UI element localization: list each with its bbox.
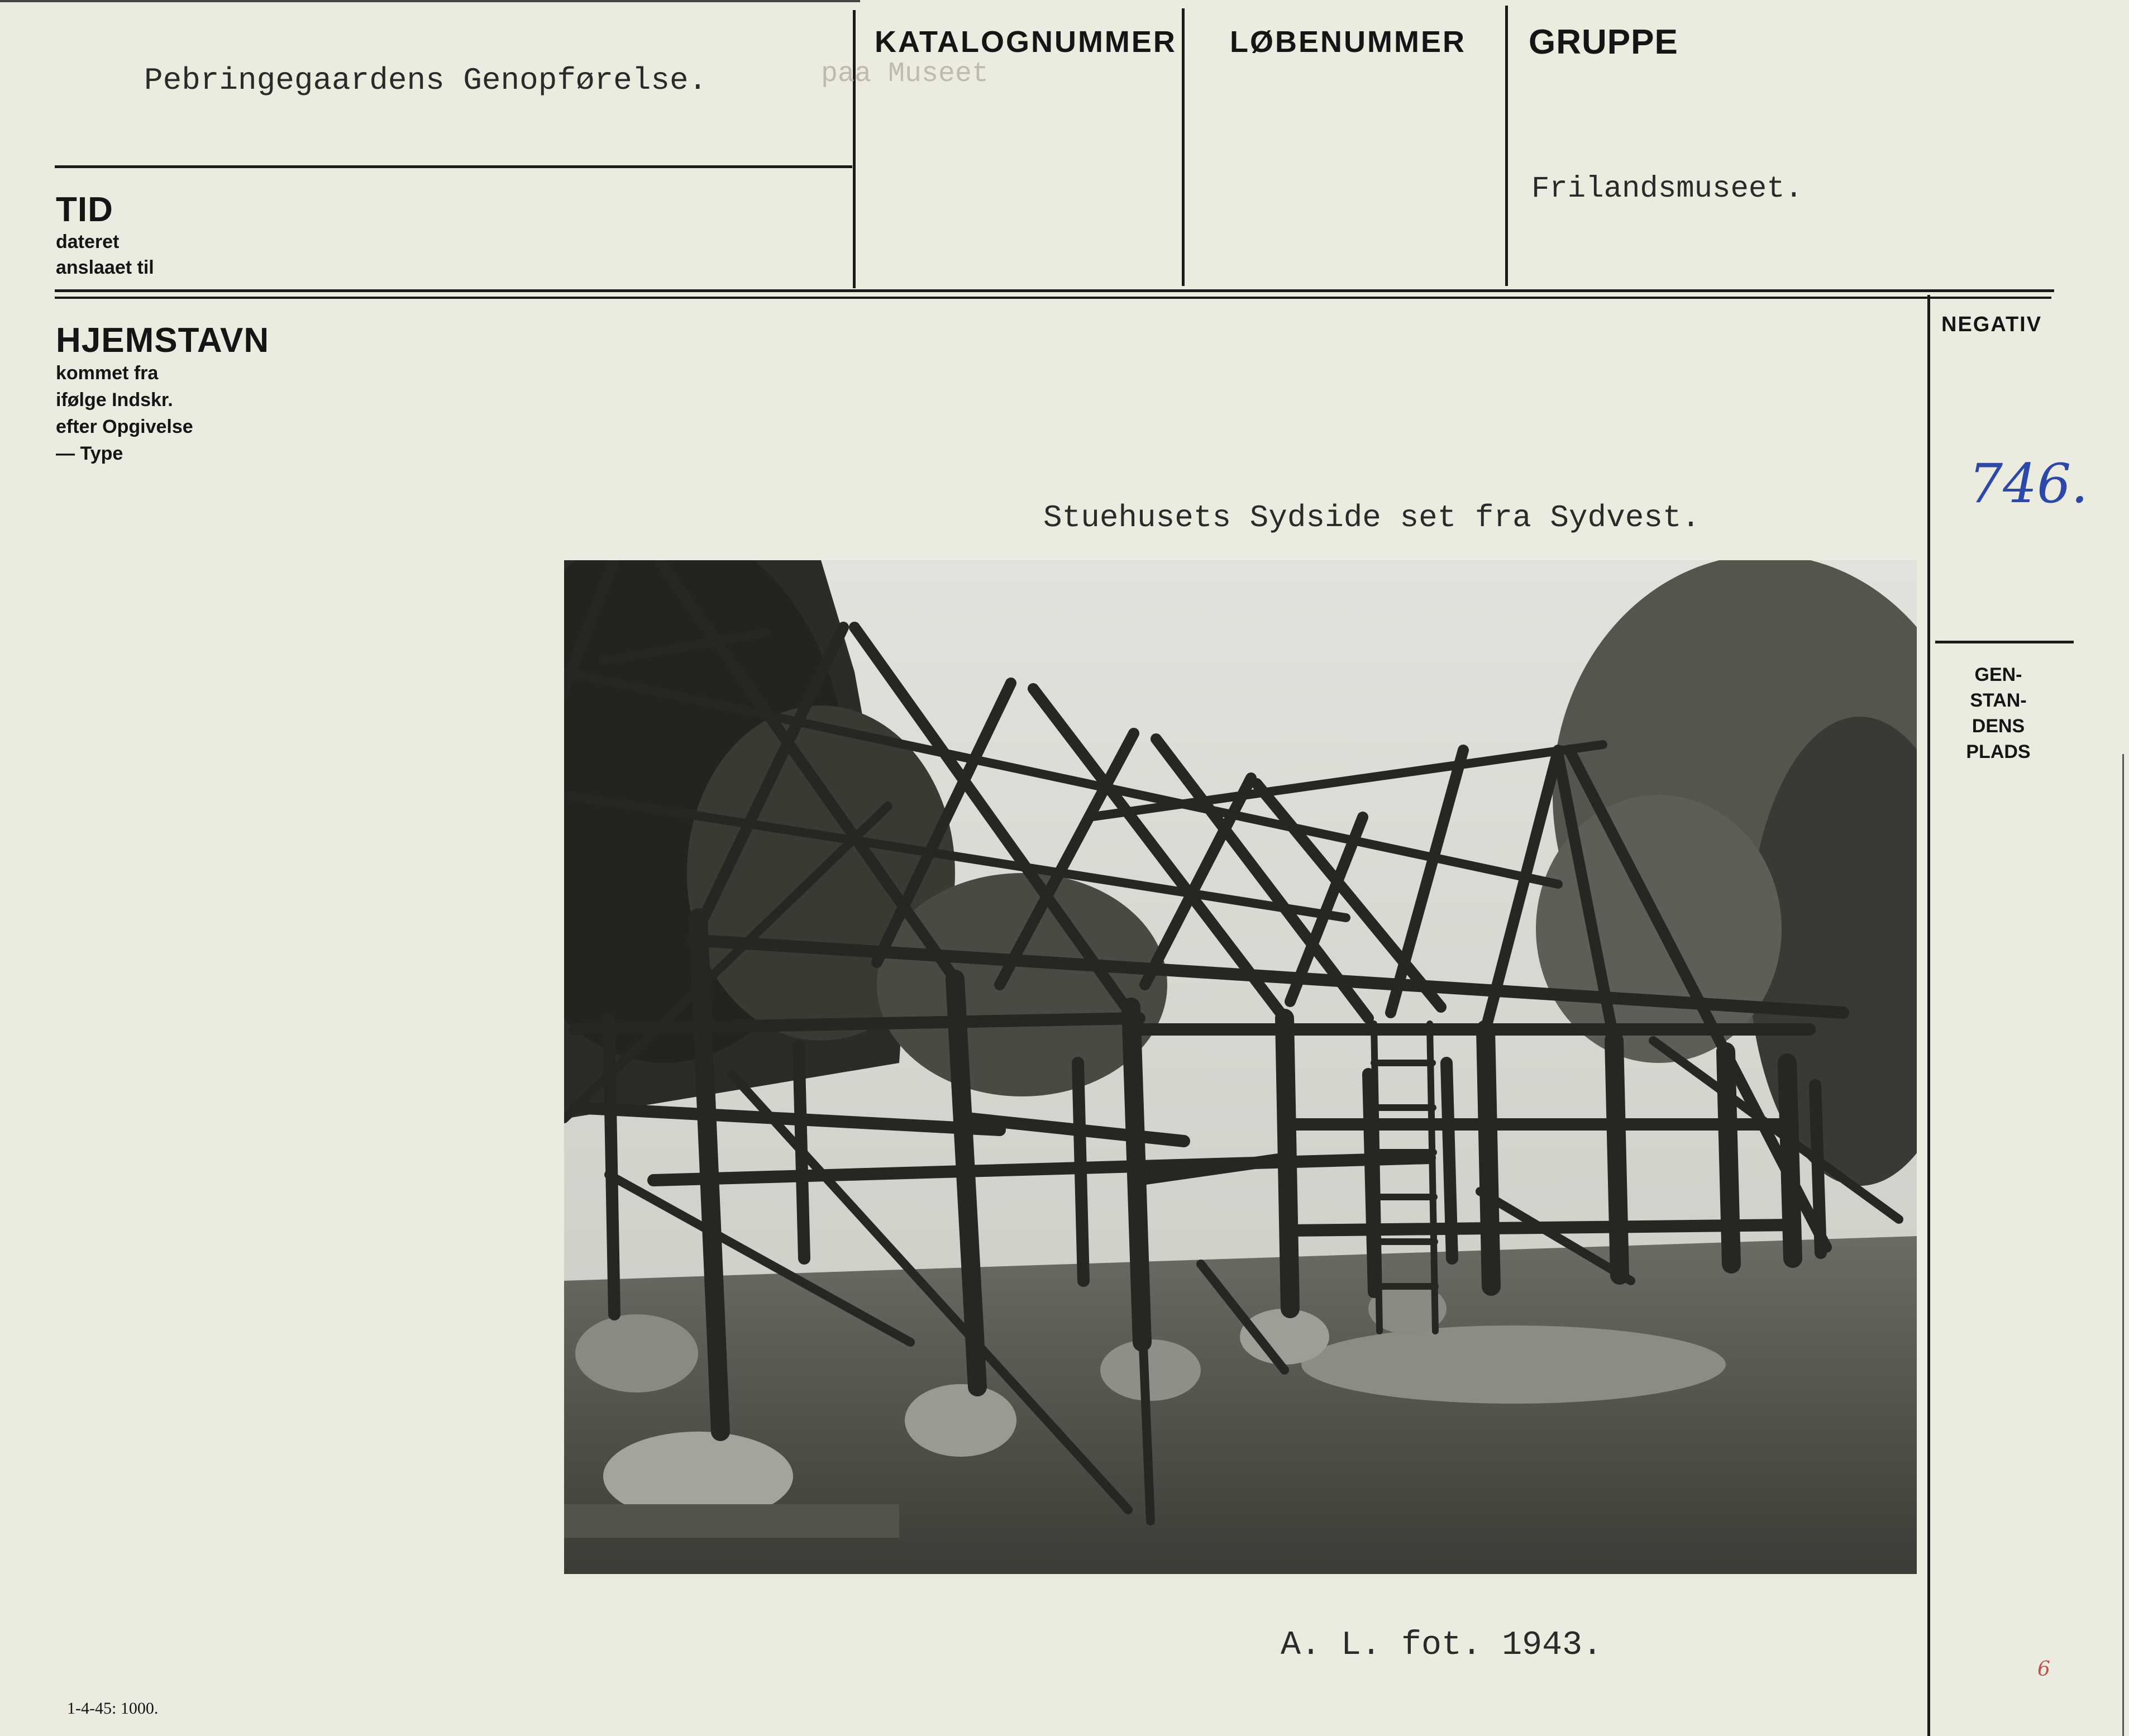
hjemstavn-opgivelse: efter Opgivelse bbox=[56, 416, 193, 437]
right-border bbox=[2122, 754, 2124, 1736]
tid-anslaaet: anslaaet til bbox=[56, 257, 154, 278]
negativ-column-divider bbox=[1927, 295, 1930, 1736]
divider-title-katalog bbox=[853, 10, 856, 288]
struck-out-text: paa Museet bbox=[821, 58, 989, 90]
divider-katalog-lobe bbox=[1182, 8, 1185, 286]
tid-label: TID bbox=[56, 190, 113, 229]
hjemstavn-indskr: ifølge Indskr. bbox=[56, 389, 173, 411]
negativ-number: 746. bbox=[1969, 452, 2088, 515]
print-code: 1-4-45: 1000. bbox=[67, 1699, 159, 1718]
lobenummer-label: LØBENUMMER bbox=[1230, 25, 1466, 59]
top-left-border bbox=[0, 0, 860, 2]
plads-line-2: STAN- bbox=[1970, 690, 2027, 711]
title-underline bbox=[55, 165, 852, 168]
hjemstavn-kommet-fra: kommet fra bbox=[56, 363, 159, 384]
photo-credit: A. L. fot. 1943. bbox=[1281, 1627, 1603, 1665]
photo-caption: Stuehusets Sydside set fra Sydvest. bbox=[1043, 500, 1701, 536]
negativ-plads-divider bbox=[1935, 641, 2074, 643]
timber-frame-photograph bbox=[564, 560, 1917, 1574]
katalognummer-label: KATALOGNUMMER bbox=[875, 25, 1177, 59]
genstandens-plads-label bbox=[1942, 662, 2054, 765]
header-bottom-rule-1 bbox=[55, 289, 2054, 292]
gruppe-value: Frilandsmuseet. bbox=[1531, 172, 1803, 206]
divider-lobe-gruppe bbox=[1505, 6, 1508, 286]
tid-dateret: dateret bbox=[56, 231, 120, 252]
hjemstavn-type: — Type bbox=[56, 443, 123, 464]
negativ-label: NEGATIV bbox=[1941, 313, 2042, 336]
plads-line-3: DENS bbox=[1972, 716, 2025, 737]
header-bottom-rule-2 bbox=[55, 297, 2051, 299]
gruppe-label: GRUPPE bbox=[1529, 23, 1678, 61]
object-title: Pebringegaardens Genopførelse. bbox=[144, 63, 708, 98]
plads-line-1: GEN- bbox=[1974, 664, 2022, 685]
hjemstavn-label: HJEMSTAVN bbox=[56, 321, 270, 360]
plads-line-4: PLADS bbox=[1966, 741, 2031, 762]
corner-mark: 6 bbox=[2037, 1658, 2050, 1681]
